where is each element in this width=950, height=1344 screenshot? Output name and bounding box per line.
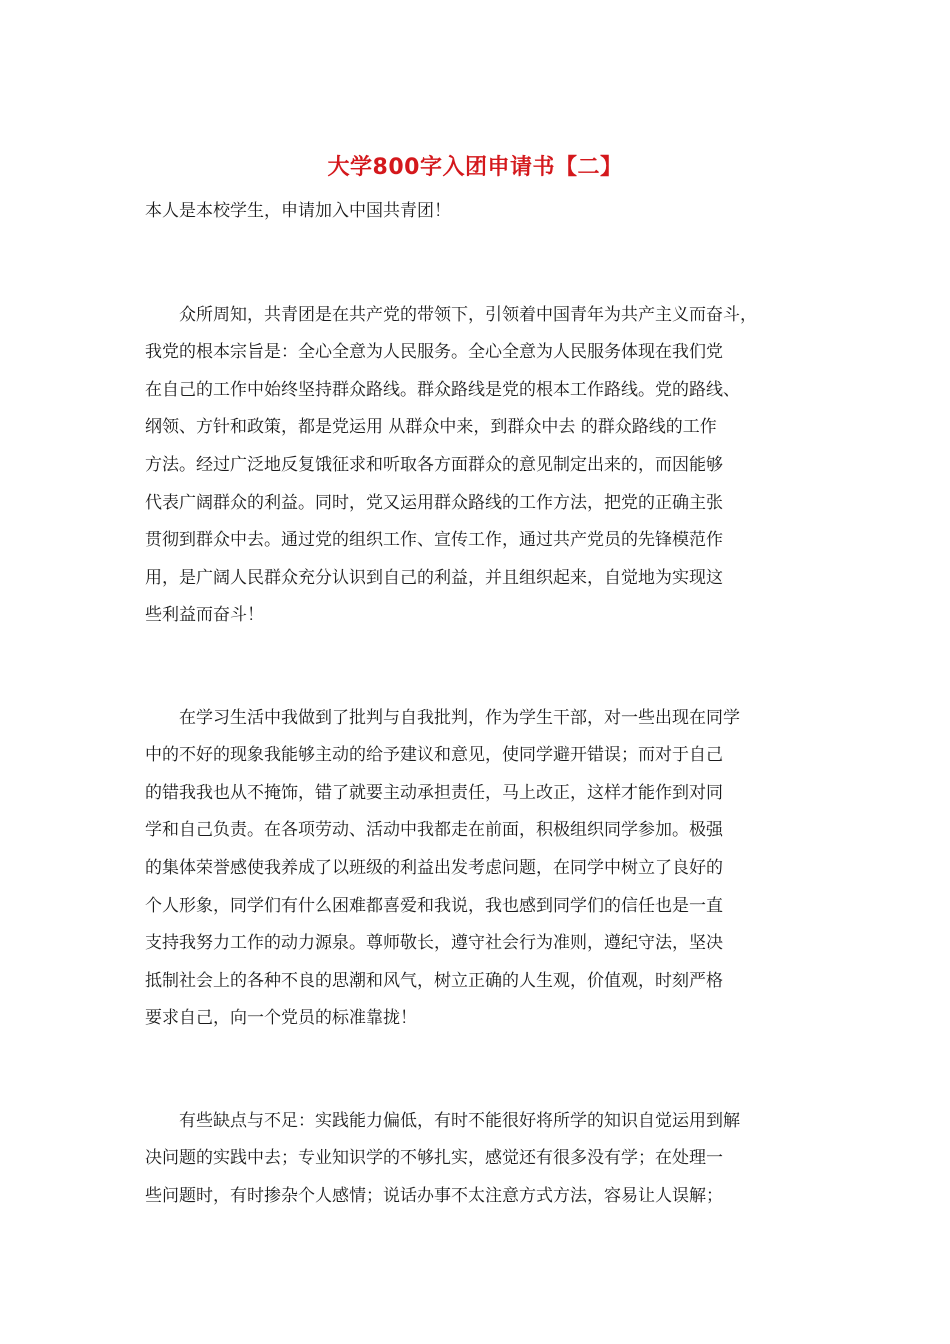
- paragraph-2-line: 在学习生活中我做到了批判与自我批判，作为学生干部，对一些出现在同学: [145, 708, 740, 728]
- paragraph-3-line: 些问题时，有时掺杂个人感情；说话办事不太注意方式方法，容易让人误解；: [145, 1186, 723, 1206]
- paragraph-2-line: 学和自己负责。在各项劳动、活动中我都走在前面，积极组织同学参加。极强: [145, 820, 723, 840]
- paragraph-1-line: 我党的根本宗旨是：全心全意为人民服务。全心全意为人民服务体现在我们党: [145, 342, 723, 362]
- paragraph-2-line: 抵制社会上的各种不良的思潮和风气，树立正确的人生观，价值观，时刻严格: [145, 971, 723, 991]
- paragraph-3-line: 有些缺点与不足：实践能力偏低，有时不能很好将所学的知识自觉运用到解: [145, 1111, 740, 1131]
- paragraph-3-line: 决问题的实践中去；专业知识学的不够扎实，感觉还有很多没有学；在处理一: [145, 1148, 723, 1168]
- paragraph-1-line: 在自己的工作中始终坚持群众路线。群众路线是党的根本工作路线。党的路线、: [145, 380, 740, 400]
- paragraph-2-line: 的错我我也从不掩饰，错了就要主动承担责任，马上改正，这样才能作到对同: [145, 783, 723, 803]
- document-title: 大学800字入团申请书【二】: [327, 155, 623, 180]
- paragraph-2-line: 的集体荣誉感使我养成了以班级的利益出发考虑问题，在同学中树立了良好的: [145, 858, 723, 878]
- intro-line: 本人是本校学生，申请加入中国共青团！: [145, 201, 451, 221]
- paragraph-2-line: 要求自己，向一个党员的标准靠拢！: [145, 1008, 417, 1028]
- paragraph-1-line: 方法。经过广泛地反复饿征求和听取各方面群众的意见制定出来的，而因能够: [145, 455, 723, 475]
- paragraph-1-line: 些利益而奋斗！: [145, 605, 264, 625]
- paragraph-1-line: 纲领、方针和政策，都是党运用 从群众中来，到群众中去 的群众路线的工作: [145, 417, 717, 437]
- paragraph-1-line: 代表广阔群众的利益。同时，党又运用群众路线的工作方法，把党的正确主张: [145, 493, 723, 513]
- paragraph-2-line: 支持我努力工作的动力源泉。尊师敬长，遵守社会行为准则，遵纪守法，坚决: [145, 933, 723, 953]
- paragraph-2-line: 个人形象，同学们有什么困难都喜爱和我说，我也感到同学们的信任也是一直: [145, 896, 723, 916]
- paragraph-1-line: 众所周知，共青团是在共产党的带领下，引领着中国青年为共产主义而奋斗，: [145, 305, 757, 325]
- paragraph-1-line: 贯彻到群众中去。通过党的组织工作、宣传工作，通过共产党员的先锋模范作: [145, 530, 723, 550]
- paragraph-2-line: 中的不好的现象我能够主动的给予建议和意见，使同学避开错误；而对于自己: [145, 745, 723, 765]
- paragraph-1-line: 用，是广阔人民群众充分认识到自己的利益，并且组织起来，自觉地为实现这: [145, 568, 723, 588]
